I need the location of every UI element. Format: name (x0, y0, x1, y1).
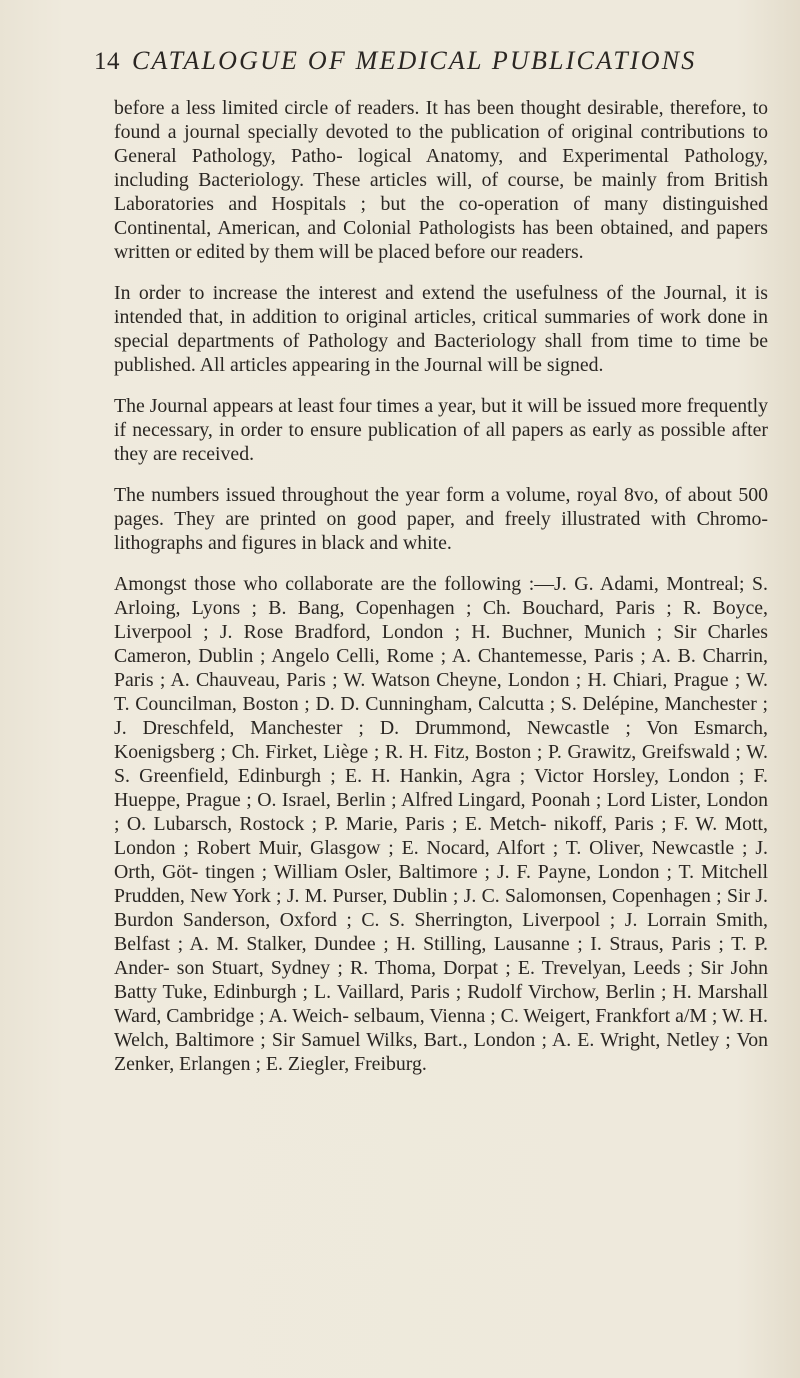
running-title: CATALOGUE OF MEDICAL PUBLICATIONS (132, 46, 697, 75)
page-header (94, 46, 760, 78)
paragraph-journal-scope: In order to increase the interest and extend the usefulness of the Journal, it is intended that, in addition to original articles, critical summaries of work done in special departments of Pathology and Bacteriology shall from time to time be published. All articles appearing in the Journal will be signed. (114, 282, 768, 376)
paragraph-collaborators: Amongst those who collaborate are the following :—J. G. Adami, Montreal; S. Arloing, Lyons ; B. Bang, Copenhagen ; Ch. Bouchard, Paris ; R. Boyce, Liverpool ; J. Rose Bradford, London ; H. Buchner, Munich ; Sir Charles Cameron, Dublin ; Angelo Celli, Rome ; A. Chantemesse, Paris ; A. B. Charrin, Paris ; A. Chauveau, Paris ; W. Watson Cheyne, London ; H. Chiari, Prague ; W. T. Councilman, Boston ; D. D. Cunningham, Calcutta ; S. Delépine, Manchester ; J. Dreschfeld, Manchester ; D. Drummond, Newcastle ; Von Esmarch, Koenigsberg ; Ch. Firket, Liège ; R. H. Fitz, Boston ; P. Grawitz, Greifswald ; W. S. Greenfield, Edinburgh ; E. H. Hankin, Agra ; Victor Horsley, London ; F. Hueppe, Prague ; O. Israel, Berlin ; Alfred Lingard, Poonah ; Lord Lister, London ; O. Lubarsch, Rostock ; P. Marie, Paris ; E. Metch- nikoff, Paris ; F. W. Mott, London ; Robert Muir, Glasgow ; E. Nocard, Alfort ; T. Oliver, Newcastle ; J. Orth, Göt- tingen ; William Osler, Baltimore ; J. F. Payne, London ; T. Mitchell Prudden, New York ; J. M. Purser, Dublin ; J. C. Salomonsen, Copenhagen ; Sir J. Burdon Sanderson, Oxford ; C. S. Sherrington, Liverpool ; J. Lorrain Smith, Belfast ; A. M. Stalker, Dundee ; H. Stilling, Lausanne ; I. Straus, Paris ; T. P. Ander- son Stuart, Sydney ; R. Thoma, Dorpat ; E. Trevelyan, Leeds ; Sir John Batty Tuke, Edinburgh ; L. Vaillard, Paris ; Rudolf Virchow, Berlin ; H. Marshall Ward, Cambridge ; A. Weich- selbaum, Vienna ; C. Weigert, Frankfort a/M ; W. H. Welch, Baltimore ; Sir Samuel Wilks, Bart., London ; A. E. Wright, Netley ; Von Zenker, Erlangen ; E. Ziegler, Freiburg. (114, 573, 768, 1075)
paragraph-journal-intro: before a less limited circle of readers. It has been thought desirable, therefore, to found a journal specially devoted to the publication of original contributions to General Pathology, Patho- logical Anatomy, and Experimental Pathology, including Bacteriology. These articles will, of course, be mainly from British Laboratories and Hospitals ; but the co-operation of many distinguished Continental, American, and Colonial Pathologists has been obtained, and papers written or edited by them will be placed before our readers. (114, 97, 768, 263)
body-text (114, 96, 768, 1093)
paragraph-publication-frequency: The Journal appears at least four times a year, but it will be issued more frequently if necessary, in order to ensure publication of all papers as early as possible after they are received. (114, 395, 768, 465)
paragraph-volume-format: The numbers issued throughout the year form a volume, royal 8vo, of about 500 pages. They are printed on good paper, and freely illustrated with Chromo-lithographs and figures in black and white. (114, 484, 768, 554)
page-number: 14 (94, 48, 120, 75)
